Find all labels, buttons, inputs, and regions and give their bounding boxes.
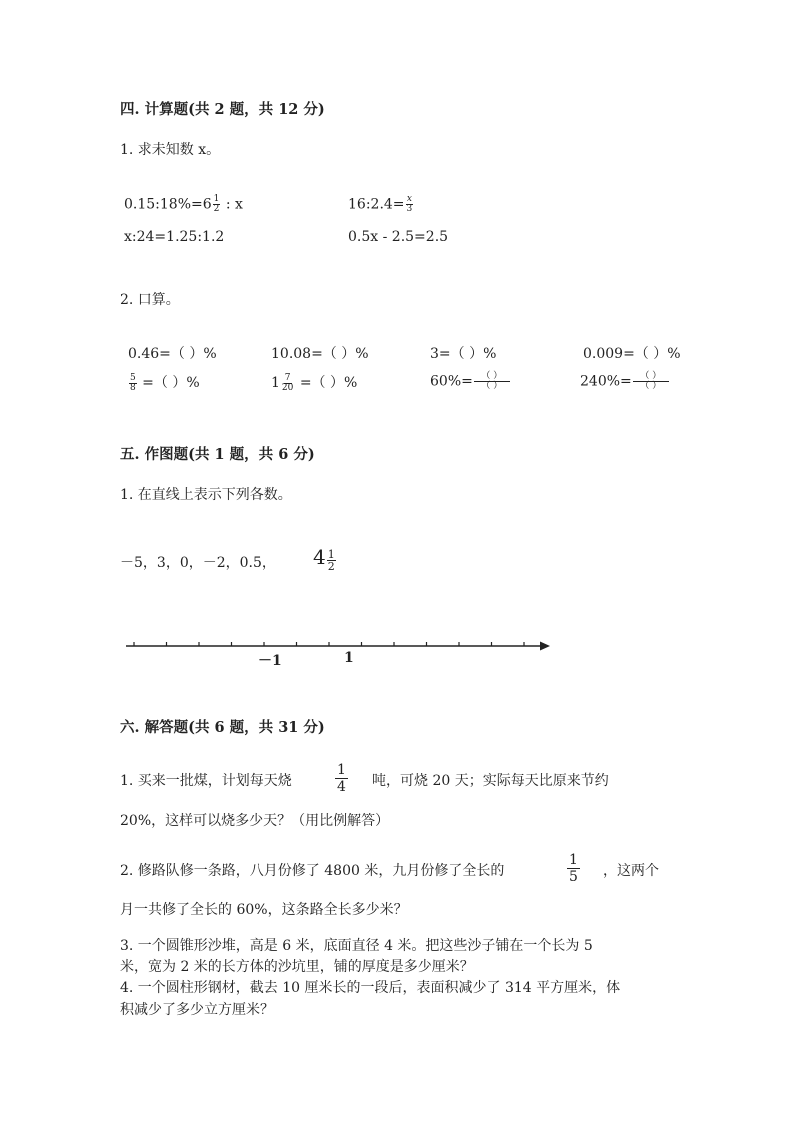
section6-title: 六. 解答题(共 6 题，共 31 分) (120, 719, 325, 736)
q6-1-line1a: 1. 买来一批煤，计划每天烧 (120, 773, 292, 789)
q6-2-line1a: 2. 修路队修一条路，八月份修了 4800 米，九月份修了全长的 (120, 863, 505, 879)
q6-4-line2: 积减少了多少立方厘米？ (120, 1002, 274, 1018)
q6-1-line1b: 吨，可烧 20 天；实际每天比原来节约 (372, 773, 609, 789)
section4-title: 四. 计算题(共 2 题，共 12 分) (120, 101, 325, 118)
mental-calc-e: $\frac{5}{8}$ =（ ）% (130, 372, 200, 393)
label-1: 1 (344, 650, 354, 666)
mental-calc-d: 0.009=（ ）% (583, 346, 681, 362)
numbers-to-plot: －5，3，0，－2，0.5， (120, 555, 276, 571)
equation-1: 0.15:18%=6 $\frac{1}{2}$ : x (124, 194, 243, 214)
mental-calc-g: 60%= $\frac{( )}{( )}$ (430, 372, 511, 391)
q6-2-fraction: $\frac{1}{5}$ (569, 852, 578, 885)
number-line-arrow (540, 642, 550, 651)
mental-calc-b: 10.08=（ ）% (271, 346, 369, 362)
equation-4: 0.5x - 2.5=2.5 (348, 229, 449, 245)
mental-calc-a: 0.46=（ ）% (128, 346, 217, 362)
q5-1-title: 1. 在直线上表示下列各数。 (120, 487, 292, 503)
q6-1-fraction: $\frac{1}{4}$ (337, 762, 346, 795)
q4-2-title: 2. 口算。 (120, 292, 180, 308)
equation-3: x:24=1.25:1.2 (124, 229, 225, 245)
q6-4-line1: 4. 一个圆柱形钢材，截去 10 厘米长的一段后，表面积减少了 314 平方厘米，体 (120, 980, 621, 996)
q6-3-line2: 米，宽为 2 米的长方体的沙坑里，铺的厚度是多少厘米？ (120, 959, 474, 975)
number-line (120, 630, 560, 680)
mental-calc-h: 240%= $\frac{( )}{( )}$ (580, 372, 670, 391)
mental-calc-f: 1 $\frac{7}{20}$ =（ ）% (271, 372, 358, 393)
q6-2-line2: 月一共修了全长的 60%，这条路全长多少米？ (120, 902, 408, 918)
mixed-number: 4 $\frac{1}{2}$ (313, 545, 335, 573)
section5-title: 五. 作图题(共 1 题，共 6 分) (120, 446, 315, 463)
q6-2-line1b: ，这两个 (603, 863, 659, 879)
q4-1-title: 1. 求未知数 x。 (120, 142, 221, 158)
q6-3-line1: 3. 一个圆锥形沙堆，高是 6 米，底面直径 4 米。把这些沙子铺在一个长为 5 (120, 938, 593, 954)
q6-1-line2: 20%，这样可以烧多少天？（用比例解答） (120, 813, 390, 829)
mental-calc-c: 3=（ ）% (430, 346, 497, 362)
label-neg1: －1 (258, 653, 282, 669)
equation-2: 16:2.4= $\frac{x}{3}$ (348, 194, 413, 214)
